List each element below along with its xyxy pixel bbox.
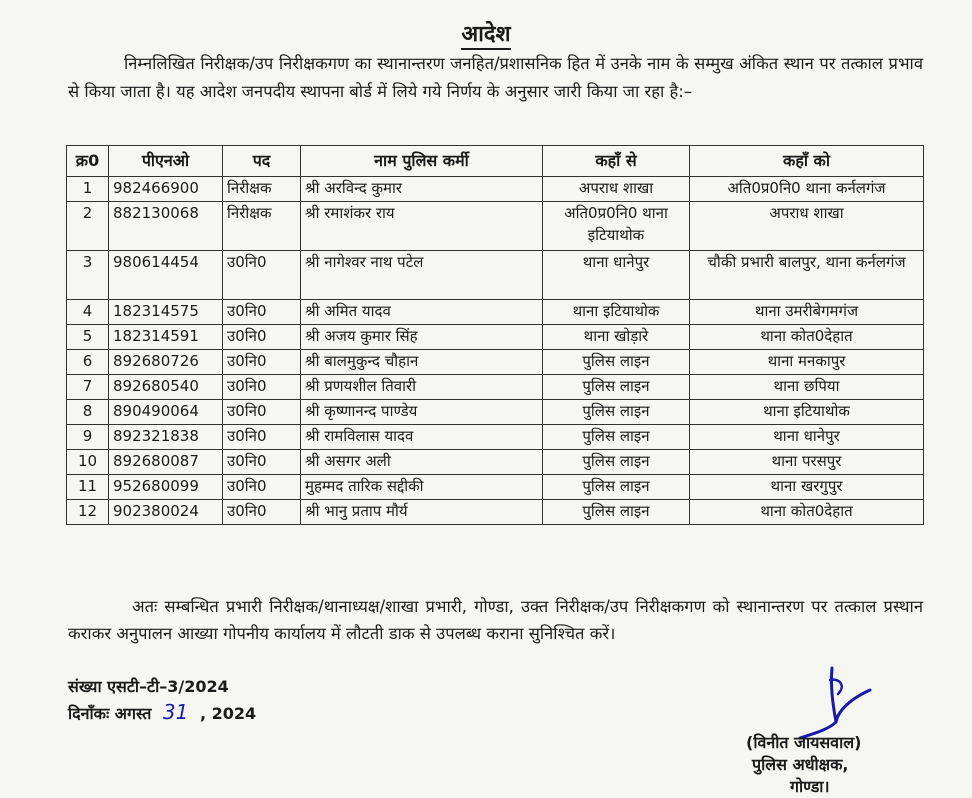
cell-to: थाना मनकापुर: [690, 350, 924, 375]
header-from: कहाँ से: [543, 146, 690, 177]
cell-from: पुलिस लाइन: [543, 375, 690, 400]
header-rank: पद: [223, 146, 301, 177]
cell-pno: 902380024: [109, 500, 223, 525]
cell-from: थाना खोड़ारे: [543, 325, 690, 350]
cell-pno: 892321838: [109, 425, 223, 450]
cell-name: श्री अरविन्द कुमार: [301, 177, 543, 202]
cell-rank: उ0नि0: [223, 375, 301, 400]
order-title: [0, 18, 972, 48]
cell-from: पुलिस लाइन: [543, 500, 690, 525]
cell-from: अपराध शाखा: [543, 177, 690, 202]
cell-to: चौकी प्रभारी बालपुर, थाना कर्नलगंज: [690, 251, 924, 300]
transfer-table-header-row: [67, 146, 924, 177]
cell-name: श्री अमित यादव: [301, 300, 543, 325]
cell-pno: 892680087: [109, 450, 223, 475]
cell-pno: 980614454: [109, 251, 223, 300]
header-name: नाम पुलिस कर्मी: [301, 146, 543, 177]
cell-to: थाना छपिया: [690, 375, 924, 400]
cell-rank: उ0नि0: [223, 350, 301, 375]
cell-name: श्री रमाशंकर राय: [301, 202, 543, 251]
cell-to: थाना परसपुर: [690, 450, 924, 475]
table-row: [67, 300, 924, 325]
cell-serial: 12: [67, 500, 109, 525]
table-row: [67, 450, 924, 475]
cell-name: श्री असगर अली: [301, 450, 543, 475]
cell-serial: 3: [67, 251, 109, 300]
table-row: [67, 375, 924, 400]
order-intro-paragraph: निम्नलिखित निरीक्षक/उप निरीक्षकगण का स्थानान्तरण जनहित/प्रशासनिक हित में उनके नाम के सम्मुख अंकित स्थान पर तत्काल प्रभाव से किया जाता है। यह आदेश जनपदीय स्थापना बोर्ड में लिये गये निर्णय के अनुसार जारी किया जा रहा है:–: [68, 54, 923, 101]
cell-from: पुलिस लाइन: [543, 350, 690, 375]
cell-rank: उ0नि0: [223, 500, 301, 525]
cell-from: पुलिस लाइन: [543, 475, 690, 500]
signatory-name: (विनीत जायसवाल): [746, 733, 862, 752]
cell-serial: 9: [67, 425, 109, 450]
cell-name: मुहम्मद तारिक सद्दीकी: [301, 475, 543, 500]
cell-rank: उ0नि0: [223, 251, 301, 300]
cell-rank: उ0नि0: [223, 325, 301, 350]
cell-to: थाना कोत0देहात: [690, 500, 924, 525]
cell-to: थाना कोत0देहात: [690, 325, 924, 350]
cell-rank: उ0नि0: [223, 450, 301, 475]
cell-name: श्री नागेश्वर नाथ पटेल: [301, 251, 543, 300]
table-row: [67, 251, 924, 300]
order-date-prefix: दिनाँकः अगस्त: [68, 704, 152, 723]
cell-serial: 2: [67, 202, 109, 251]
table-row: [67, 500, 924, 525]
cell-serial: 8: [67, 400, 109, 425]
signatory-place: गोण्डा।: [790, 777, 830, 796]
cell-serial: 5: [67, 325, 109, 350]
transfer-table-body: [67, 177, 924, 525]
cell-rank: उ0नि0: [223, 475, 301, 500]
cell-rank: उ0नि0: [223, 425, 301, 450]
cell-to: थाना उमरीबेगमगंज: [690, 300, 924, 325]
cell-serial: 10: [67, 450, 109, 475]
order-date: [68, 700, 256, 724]
closing-paragraph: अतः सम्बन्धित प्रभारी निरीक्षक/थानाध्यक्ष/शाखा प्रभारी, गोण्डा, उक्त निरीक्षक/उप निरीक्षकगण को स्थानान्तरण पर तत्काल प्रस्थान कराकर अनुपालन आख्या गोपनीय कार्यालय में लौटती डाक से उपलब्ध कराना सुनिश्चित करें।: [68, 597, 923, 643]
order-date-day-handwritten: 31: [162, 700, 189, 724]
cell-from: पुलिस लाइन: [543, 425, 690, 450]
cell-name: श्री कृष्णानन्द पाण्डेय: [301, 400, 543, 425]
cell-rank: निरीक्षक: [223, 177, 301, 202]
table-row: [67, 400, 924, 425]
cell-pno: 892680726: [109, 350, 223, 375]
cell-pno: 892680540: [109, 375, 223, 400]
cell-rank: उ0नि0: [223, 400, 301, 425]
table-row: [67, 425, 924, 450]
cell-name: श्री प्रणयशील तिवारी: [301, 375, 543, 400]
signature-mark: [790, 660, 900, 740]
cell-rank: निरीक्षक: [223, 202, 301, 251]
header-pno: पीएनओ: [109, 146, 223, 177]
cell-pno: 182314575: [109, 300, 223, 325]
cell-pno: 182314591: [109, 325, 223, 350]
cell-serial: 7: [67, 375, 109, 400]
cell-rank: उ0नि0: [223, 300, 301, 325]
cell-pno: 882130068: [109, 202, 223, 251]
order-number: संख्या एसटी–टी–3/2024: [68, 677, 229, 696]
cell-from: थाना धानेपुर: [543, 251, 690, 300]
cell-serial: 6: [67, 350, 109, 375]
cell-name: श्री अजय कुमार सिंह: [301, 325, 543, 350]
cell-serial: 4: [67, 300, 109, 325]
table-row: [67, 350, 924, 375]
table-row: [67, 177, 924, 202]
cell-to: थाना इटियाथोक: [690, 400, 924, 425]
cell-to: अपराध शाखा: [690, 202, 924, 251]
cell-to: अति0प्र0नि0 थाना कर्नलगंज: [690, 177, 924, 202]
cell-serial: 1: [67, 177, 109, 202]
order-title-text: आदेश: [461, 22, 510, 50]
table-row: [67, 475, 924, 500]
cell-from: पुलिस लाइन: [543, 400, 690, 425]
cell-pno: 952680099: [109, 475, 223, 500]
signatory-designation: पुलिस अधीक्षक,: [752, 755, 849, 774]
order-date-suffix: , 2024: [199, 704, 257, 723]
header-to: कहाँ को: [690, 146, 924, 177]
cell-name: श्री बालमुकुन्द चौहान: [301, 350, 543, 375]
cell-to: थाना धानेपुर: [690, 425, 924, 450]
table-row: [67, 325, 924, 350]
cell-from: थाना इटियाथोक: [543, 300, 690, 325]
cell-serial: 11: [67, 475, 109, 500]
table-row: [67, 202, 924, 251]
cell-pno: 982466900: [109, 177, 223, 202]
header-serial: क्र0: [67, 146, 109, 177]
transfer-table: [66, 145, 924, 525]
cell-name: श्री रामविलास यादव: [301, 425, 543, 450]
cell-from: पुलिस लाइन: [543, 450, 690, 475]
cell-from: अति0प्र0नि0 थाना इटियाथोक: [543, 202, 690, 251]
cell-pno: 890490064: [109, 400, 223, 425]
cell-to: थाना खरगुपुर: [690, 475, 924, 500]
signatory-block: [746, 732, 861, 798]
cell-name: श्री भानु प्रताप मौर्य: [301, 500, 543, 525]
